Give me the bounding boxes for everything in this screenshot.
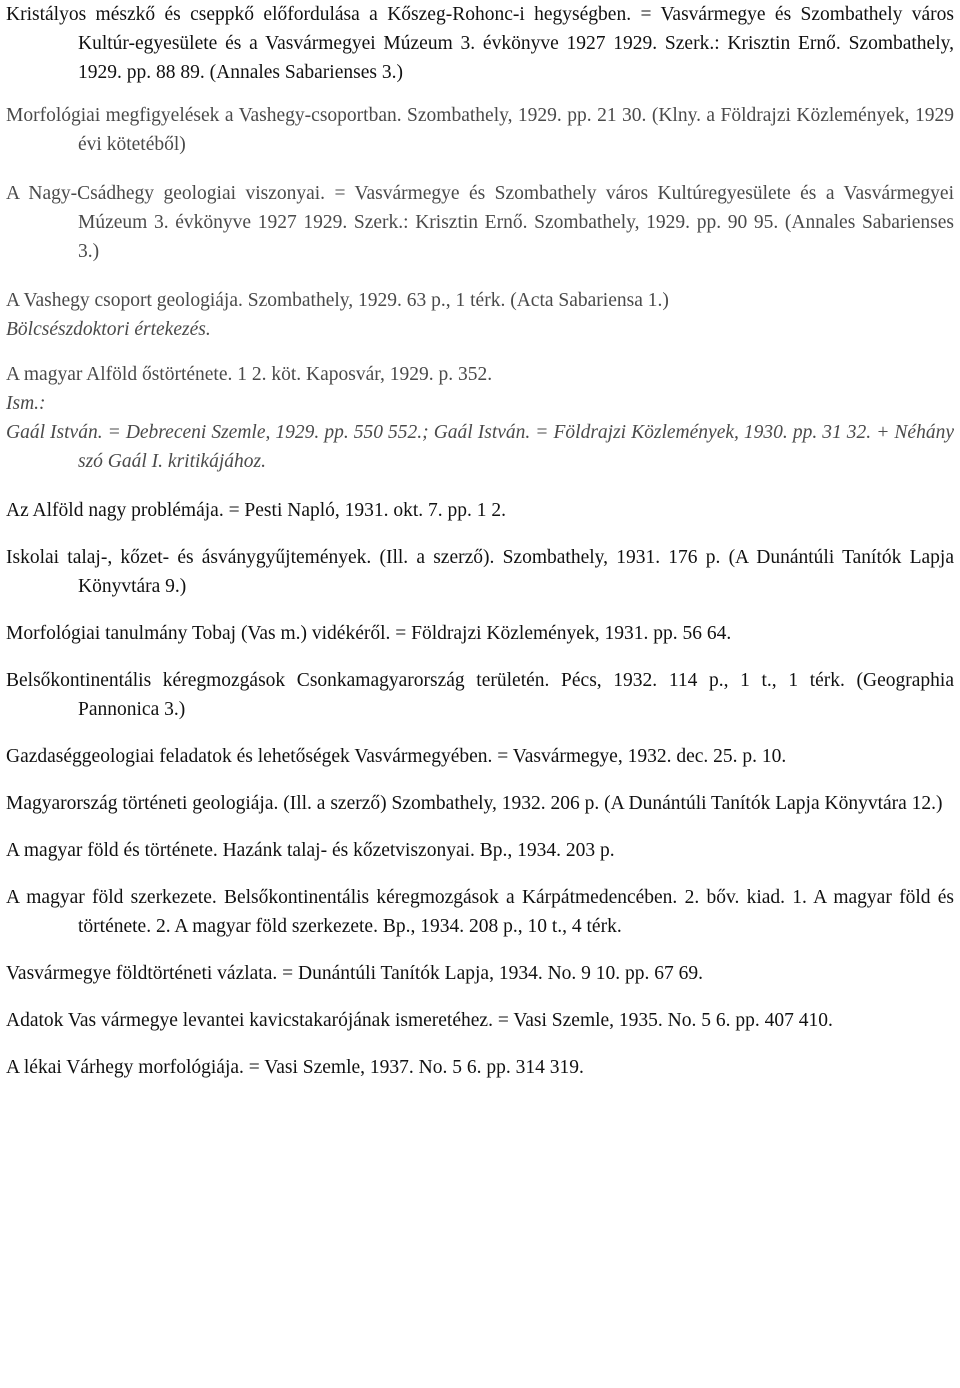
bibliography-entry: Iskolai talaj-, kőzet- és ásványgyűjtemények. (Ill. a szerző). Szombathely, 1931. 176 p. (A Dunántúli Tanítók Lapja Könyvtára 9.) — [6, 547, 954, 597]
entry-note: Bölcsészdoktori értekezés. — [6, 319, 211, 340]
bibliography-entry: A Nagy-Csádhegy geologiai viszonyai. = Vasvármegye és Szombathely város Kultúregyesülete és a Vasvármegyei Múzeum 3. évkönyve 1927 1929. Szerk.: Krisztin Ernő. Szombathely, 1929. pp. 90 95. (Annales Sabarienses 3.) — [6, 183, 954, 262]
bibliography-entry: Vasvármegye földtörténeti vázlata. = Dunántúli Tanítók Lapja, 1934. No. 9 10. pp. 67 69. — [6, 963, 704, 984]
bibliography-entry: Kristályos mészkő és cseppkő előfordulása a Kőszeg-Rohonc-i hegységben. = Vasvármegye és Szombathely város Kultúr-egyesülete és a Vasvármegyei Múzeum 3. évkönyve 1927 1929. Szerk.: Krisztin Ernő. Szombathely, 1929. pp. 88 89. (Annales Sabarienses 3.) — [6, 4, 954, 83]
bibliography-entry: Belsőkontinentális kéregmozgások Csonkamagyarország területén. Pécs, 1932. 114 p., 1 t., 1 térk. (Geographia Pannonica 3.) — [6, 670, 954, 720]
bibliography-entry: A lékai Várhegy morfológiája. = Vasi Szemle, 1937. No. 5 6. pp. 314 319. — [6, 1057, 584, 1078]
bibliography-entry — [6, 360, 954, 476]
bibliography-entry: A magyar föld és története. Hazánk talaj- és kőzetviszonyai. Bp., 1934. 203 p. — [6, 840, 615, 861]
entry-text: A Vashegy csoport geologiája. Szombathely, 1929. 63 p., 1 térk. (Acta Sabariensa 1.) — [6, 290, 669, 311]
review-label: Ism.: — [6, 393, 46, 414]
review-text: Gaál István. = Debreceni Szemle, 1929. pp. 550 552.; Gaál István. = Földrajzi Közlemények, 1930. pp. 31 32. + Néhány szó Gaál I. kritikájához. — [6, 422, 954, 472]
bibliography-entry: Gazdaséggeologiai feladatok és lehetőségek Vasvármegyében. = Vasvármegye, 1932. dec. 25. p. 10. — [6, 746, 787, 767]
bibliography-entry: Az Alföld nagy problémája. = Pesti Napló, 1931. okt. 7. pp. 1 2. — [6, 500, 507, 521]
bibliography-entry — [6, 286, 954, 344]
bibliography-entry: Morfológiai megfigyelések a Vashegy-csoportban. Szombathely, 1929. pp. 21 30. (Klny. a Földrajzi Közlemények, 1929 évi kötetéből) — [6, 105, 954, 155]
bibliography-entry: Adatok Vas vármegye levantei kavicstakarójának ismeretéhez. = Vasi Szemle, 1935. No. 5 6. pp. 407 410. — [6, 1010, 833, 1031]
bibliography-entry: Morfológiai tanulmány Tobaj (Vas m.) vidékéről. = Földrajzi Közlemények, 1931. pp. 56 64. — [6, 623, 732, 644]
bibliography-entry: A magyar föld szerkezete. Belsőkontinentális kéregmozgások a Kárpátmedencében. 2. bőv. kiad. 1. A magyar föld és története. 2. A magyar föld szerkezete. Bp., 1934. 208 p., 10 t., 4 térk. — [6, 887, 954, 937]
entry-text: A magyar Alföld őstörténete. 1 2. köt. Kaposvár, 1929. p. 352. — [6, 364, 493, 385]
bibliography-entry: Magyarország történeti geologiája. (Ill. a szerző) Szombathely, 1932. 206 p. (A Dunántúli Tanítók Lapja Könyvtára 12.) — [6, 793, 943, 814]
